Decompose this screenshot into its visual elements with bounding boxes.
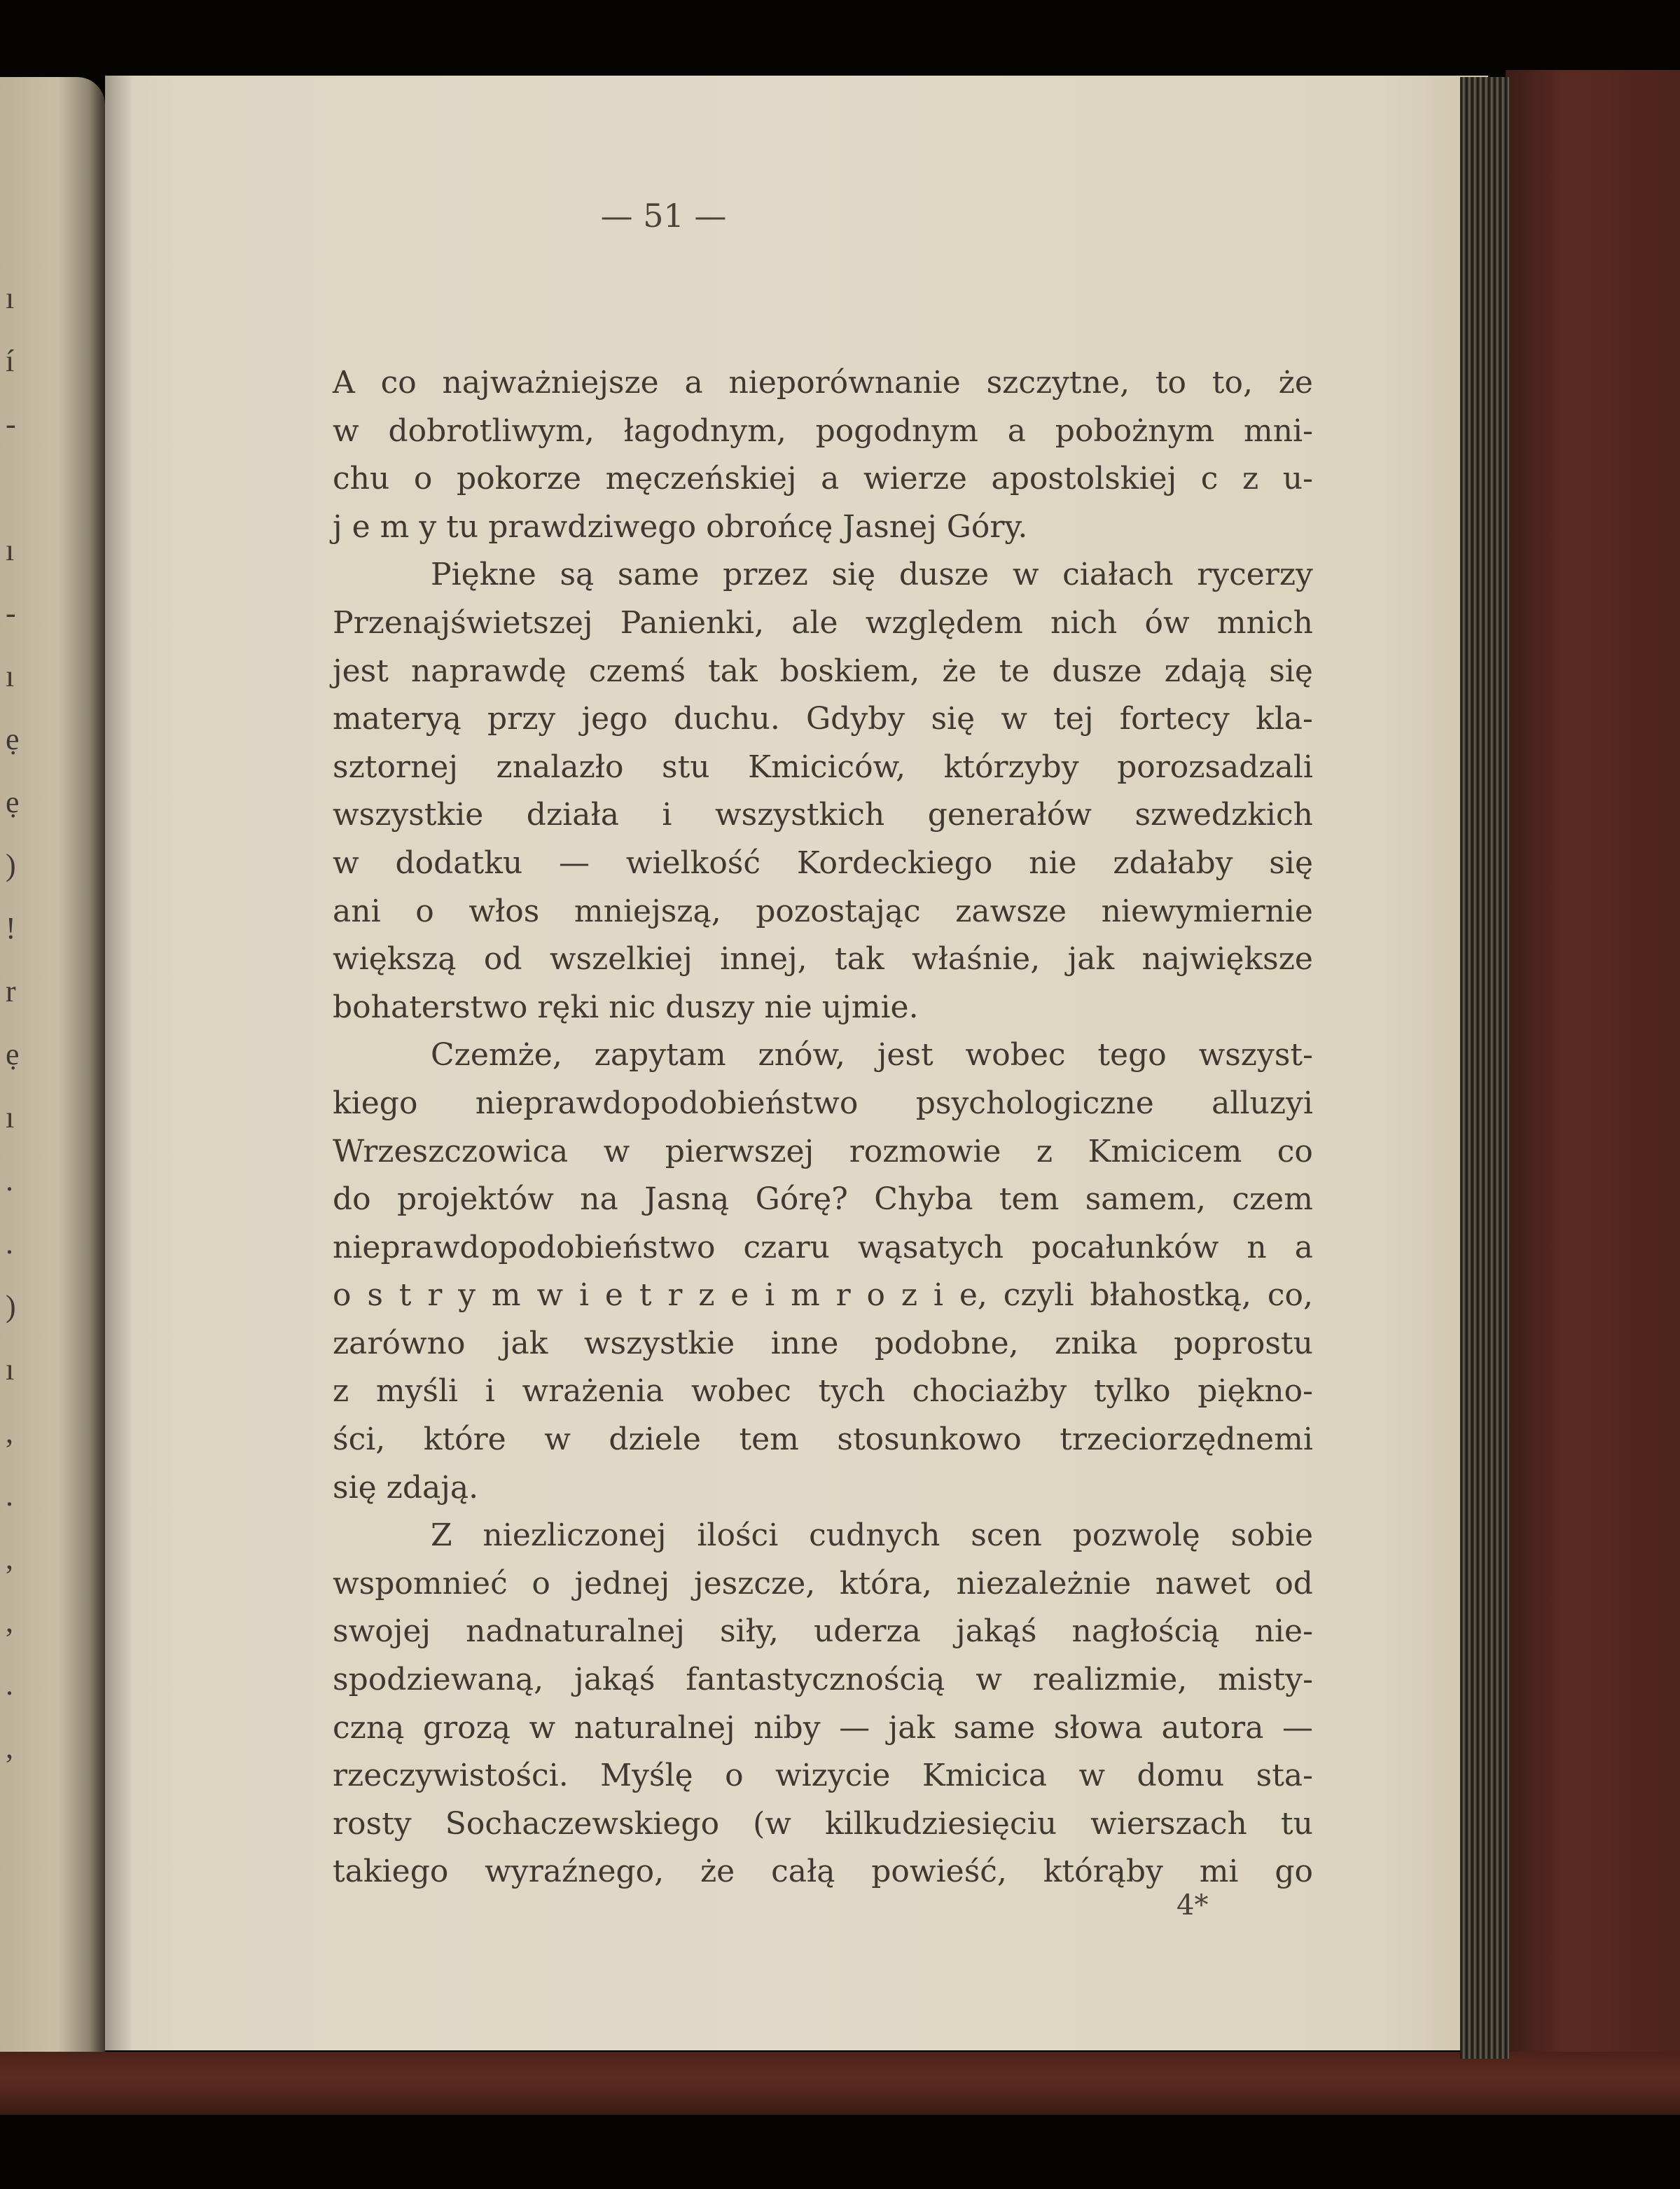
book-page — [105, 76, 1488, 2050]
text-line: rzeczywistości. Myślę o wizycie Kmicica w domu sta- — [333, 1758, 1313, 1794]
previous-page-fragment: ẹ — [6, 722, 20, 756]
previous-page-fragment: . — [6, 1667, 13, 1702]
previous-page-fragment: - — [6, 596, 16, 630]
text-line: ści, które w dziele tem stosunkowo trzeciorzędnemi — [333, 1422, 1313, 1458]
previous-page-fragment: ı — [6, 533, 15, 567]
text-line: j e m y tu prawdziwego obrońcę Jasnej Góry. — [333, 508, 1028, 545]
previous-page-fragment: - — [6, 407, 16, 441]
previous-page-fragment: í — [6, 344, 15, 378]
text-line: większą od wszelkiej innej, tak właśnie, jak największe — [333, 941, 1313, 978]
text-line: materyą przy jego duchu. Gdyby się w tej fortecy kla- — [333, 701, 1313, 737]
text-line: w dobrotliwym, łagodnym, pogodnym a pobożnym mni- — [333, 412, 1313, 449]
text-line: chu o pokorze męczeńskiej a wierze apostolskiej c z u- — [333, 461, 1313, 497]
book-cover-bottom — [0, 2052, 1680, 2115]
previous-page-fragment: , — [6, 1415, 13, 1450]
text-line: Wrzeszczowica w pierwszej rozmowie z Kmicicem co — [333, 1133, 1313, 1169]
text-line: się zdają. — [333, 1469, 479, 1506]
text-line: takiego wyraźnego, że całą powieść, którąby mi go — [333, 1854, 1313, 1890]
text-line: nieprawdopodobieństwo czaru wąsatych pocałunków n a — [333, 1229, 1313, 1265]
text-line: spodziewaną, jakąś fantastycznością w realizmie, misty- — [333, 1662, 1313, 1698]
previous-page-fragment: , — [6, 1604, 13, 1639]
previous-page-fragment: ı — [6, 659, 15, 693]
text-line: kiego nieprawdopodobieństwo psychologiczne alluzyi — [333, 1085, 1313, 1121]
previous-page-fragment: ı — [6, 1100, 15, 1134]
text-line: Piękne są same przez się dusze w ciałach rycerzy — [431, 557, 1313, 593]
text-line: ani o włos mniejszą, pozostając zawsze niewymiernie — [333, 893, 1313, 929]
page-stack-edge — [1460, 77, 1509, 2059]
page-number: — 51 — — [600, 197, 727, 235]
text-line: sztornej znalazło stu Kmiciców, którzyby porozsadzali — [333, 749, 1313, 785]
previous-page-fragment: . — [6, 1226, 13, 1260]
previous-page-fragment: ) — [6, 1289, 16, 1323]
page-body-text — [333, 359, 1313, 1896]
text-line: do projektów na Jasną Górę? Chyba tem samem, czem — [333, 1181, 1313, 1218]
previous-page-fragment: r — [6, 974, 16, 1008]
text-line: wszystkie działa i wszystkich generałów szwedzkich — [333, 797, 1313, 833]
text-line: Przenajświetszej Panienki, ale względem nich ów mnich — [333, 604, 1313, 641]
text-line: jest naprawdę czemś tak boskiem, że te dusze zdają się — [333, 653, 1313, 689]
previous-page-fragment: ẹ — [6, 785, 20, 819]
book-cover-right — [1506, 70, 1680, 2073]
text-line: Z niezliczonej ilości cudnych scen pozwolę sobie — [431, 1517, 1313, 1554]
previous-page-fragment: ı — [6, 1352, 15, 1387]
text-line: swojej nadnaturalnej siły, uderza jakąś nagłością nie- — [333, 1613, 1313, 1650]
text-line: o s t r y m w i e t r z e i m r o z i e, czyli błahostką, co, — [333, 1277, 1313, 1314]
text-line: zarówno jak wszystkie inne podobne, znika poprostu — [333, 1325, 1313, 1361]
text-line: rosty Sochaczewskiego (w kilkudziesięciu wierszach tu — [333, 1805, 1313, 1842]
previous-page-fragment: ẹ — [6, 1037, 20, 1071]
previous-page-fragment: . — [6, 1478, 13, 1513]
previous-page-fragment: , — [6, 1541, 13, 1576]
previous-page-edge — [0, 77, 105, 2052]
previous-page-fragment: . — [6, 1163, 13, 1197]
text-line: A co najważniejsze a nieporównanie szczytne, to to, że — [333, 365, 1313, 401]
text-line: wspomnieć o jednej jeszcze, która, niezależnie nawet od — [333, 1565, 1313, 1601]
text-line: Czemże, zapytam znów, jest wobec tego wszyst- — [431, 1037, 1313, 1073]
signature-mark: 4* — [1176, 1889, 1209, 1922]
text-line: czną grozą w naturalnej niby — jak same słowa autora — — [333, 1709, 1313, 1746]
previous-page-fragment: ı — [6, 281, 15, 315]
previous-page-fragment: ! — [6, 911, 16, 945]
gutter-shadow — [105, 76, 133, 2050]
text-line: bohaterstwo ręki nic duszy nie ujmie. — [333, 989, 919, 1025]
text-line: w dodatku — wielkość Kordeckiego nie zdałaby się — [333, 845, 1313, 881]
text-line: z myśli i wrażenia wobec tych chociażby tylko piękno- — [333, 1373, 1313, 1410]
previous-page-fragment: ) — [6, 848, 16, 882]
previous-page-fragment: , — [6, 1730, 13, 1765]
